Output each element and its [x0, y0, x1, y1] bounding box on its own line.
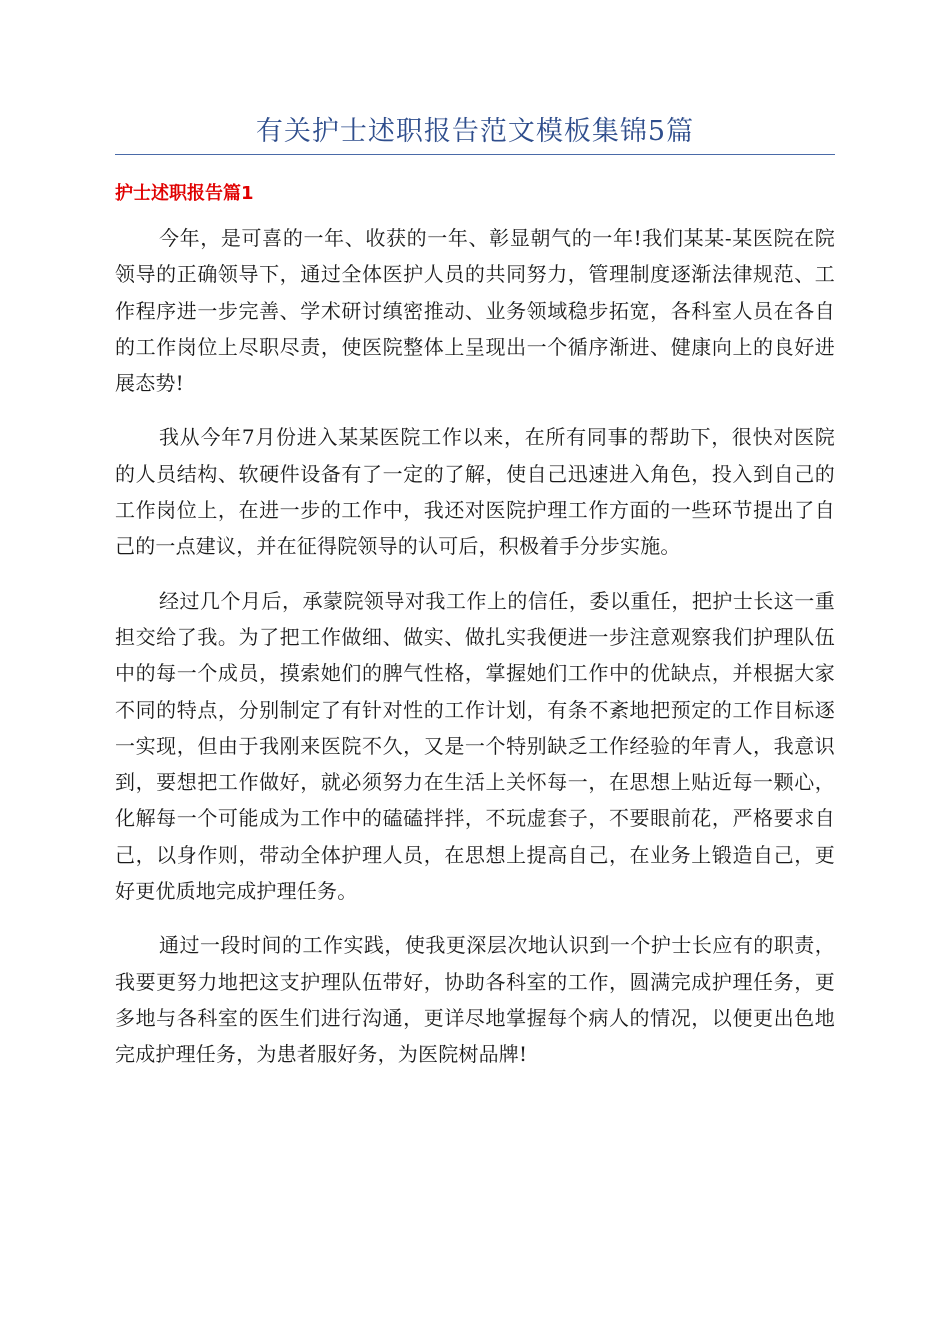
body-paragraph: 我从今年7月份进入某某医院工作以来，在所有同事的帮助下，很快对医院的人员结构、软硬件设备有了一定的了解，使自己迅速进入角色，投入到自己的工作岗位上，在进一步的工作中，我还对医院护理工作方面的一些环节提出了自己的一点建议，并在征得院领导的认可后，积极着手分步实施。 — [115, 425, 835, 559]
body-paragraph: 通过一段时间的工作实践，使我更深层次地认识到一个护士长应有的职责，我要更努力地把这支护理队伍带好，协助各科室的工作，圆满完成护理任务，更多地与各科室的医生们进行沟通，更详尽地掌握每个病人的情况，以便更出色地完成护理任务，为患者服好务，为医院树品牌! — [115, 933, 835, 1067]
document-body — [115, 220, 835, 1091]
document-title: 有关护士述职报告范文模板集锦5篇 — [255, 116, 695, 147]
section-heading: 护士述职报告篇1 — [115, 183, 254, 204]
body-paragraph: 经过几个月后，承蒙院领导对我工作上的信任，委以重任，把护士长这一重担交给了我。为了把工作做细、做实、做扎实我便进一步注意观察我们护理队伍中的每一个成员，摸索她们的脾气性格，掌握她们工作中的优缺点，并根据大家不同的特点，分别制定了有针对性的工作计划，有条不紊地把预定的工作目标逐一实现，但由于我刚来医院不久，又是一个特别缺乏工作经验的年青人，我意识到，要想把工作做好，就必须努力在生活上关怀每一，在思想上贴近每一颗心，化解每一个可能成为工作中的磕磕拌拌，不玩虚套子，不要眼前花，严格要求自己，以身作则，带动全体护理人员，在思想上提高自己，在业务上锻造自己，更好更优质地完成护理任务。 — [115, 588, 835, 904]
body-paragraph: 今年，是可喜的一年、收获的一年、彰显朝气的一年!我们某某-某医院在院领导的正确领导下，通过全体医护人员的共同努力，管理制度逐渐法律规范、工作程序进一步完善、学术研讨缜密推动、业务领域稳步拓宽，各科室人员在各自的工作岗位上尽职尽责，使医院整体上呈现出一个循序渐进、健康向上的良好进展态势! — [115, 226, 835, 396]
title-underline-divider — [115, 154, 835, 155]
